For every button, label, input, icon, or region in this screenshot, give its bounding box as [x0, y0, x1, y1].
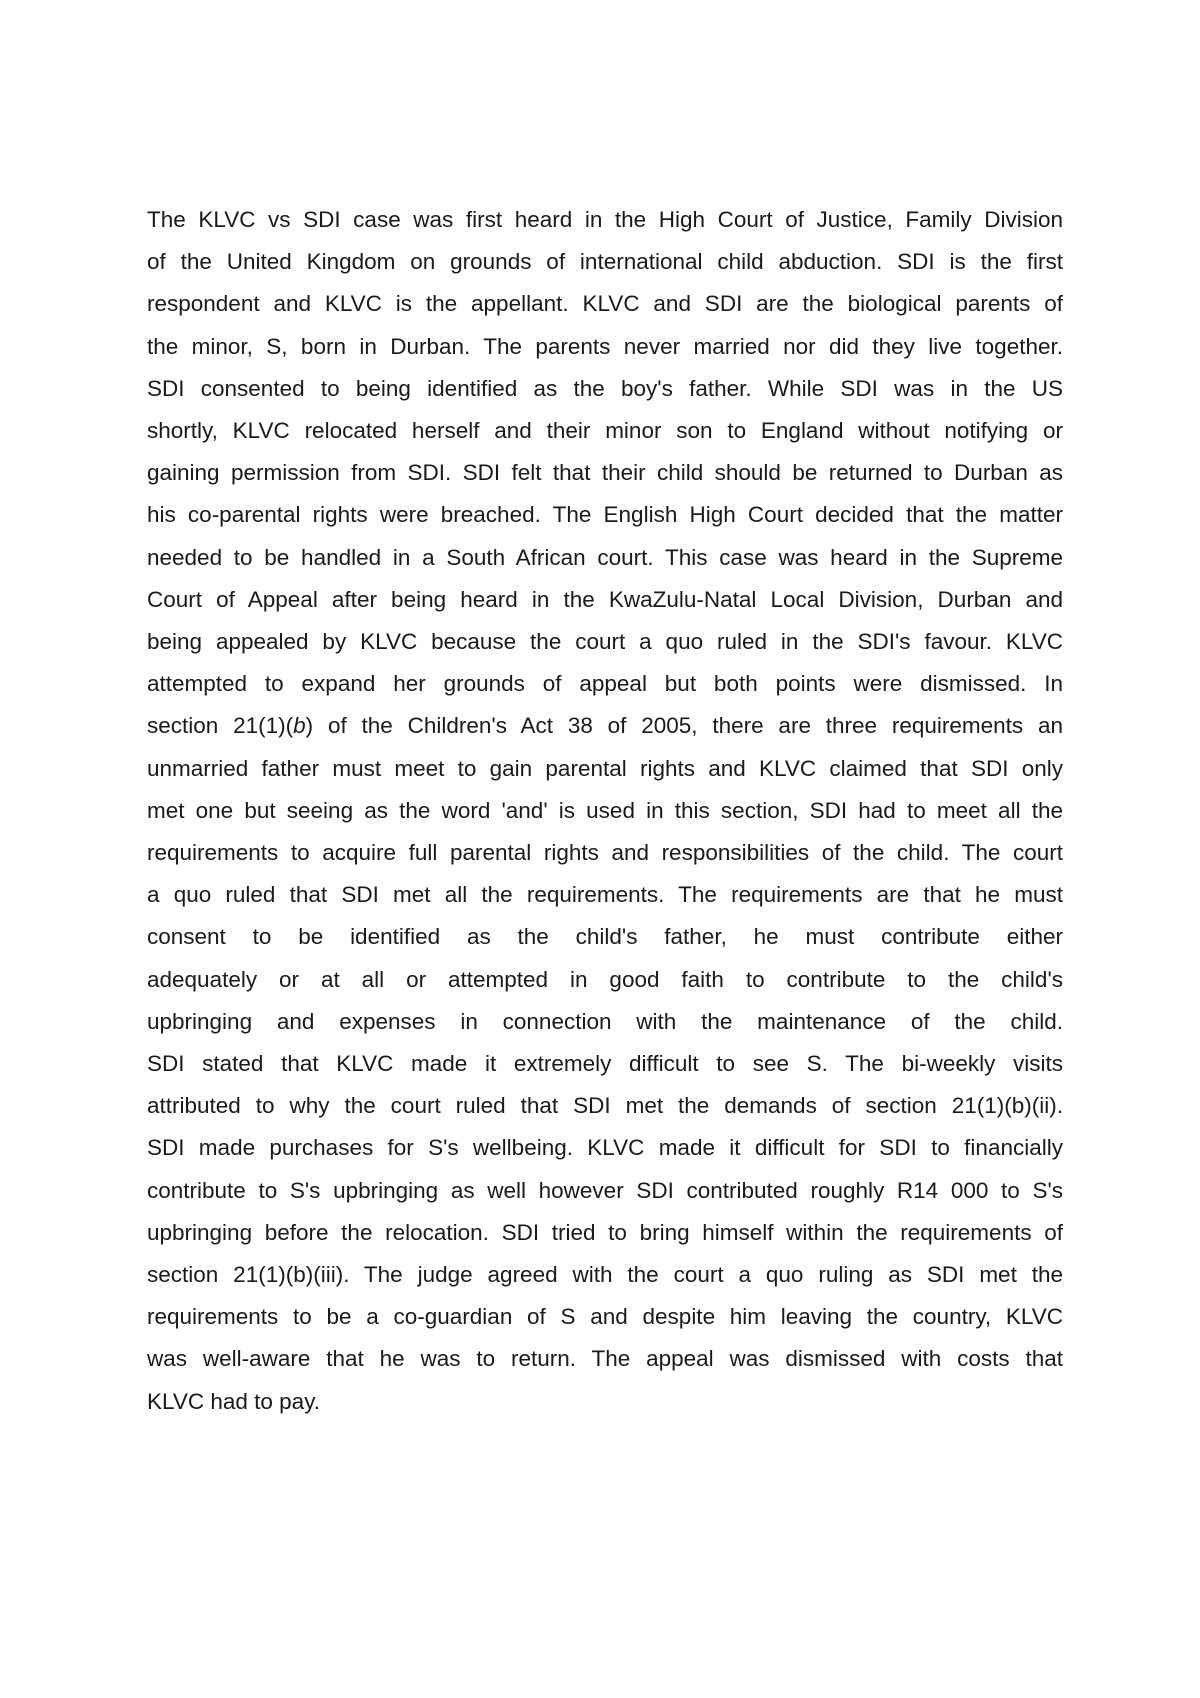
paragraph-line: requirements to acquire full parental rights and responsibilities of the child. The court [147, 840, 1063, 866]
paragraph-line: SDI made purchases for S's wellbeing. KLVC made it difficult for SDI to financially [147, 1135, 1063, 1161]
paragraph-line: section 21(1)(b)(iii). The judge agreed with the court a quo ruling as SDI met the [147, 1262, 1063, 1288]
paragraph-line: attempted to expand her grounds of appeal but both points were dismissed. In [147, 671, 1063, 697]
paragraph-line: the minor, S, born in Durban. The parents never married nor did they live together. [147, 333, 1063, 359]
paragraph-line: consent to be identified as the child's father, he must contribute either [147, 924, 1063, 950]
paragraph-line [147, 705, 1063, 747]
paragraph-line: a quo ruled that SDI met all the requirements. The requirements are that he must [147, 882, 1063, 908]
paragraph-line: Court of Appeal after being heard in the KwaZulu-Natal Local Division, Durban and [147, 586, 1063, 612]
paragraph-line: gaining permission from SDI. SDI felt that their child should be returned to Durban as [147, 460, 1063, 486]
paragraph-line: respondent and KLVC is the appellant. KLVC and SDI are the biological parents of [147, 291, 1063, 317]
paragraph-line: upbringing before the relocation. SDI tried to bring himself within the requirements of [147, 1219, 1063, 1245]
paragraph-line: upbringing and expenses in connection with the maintenance of the child. [147, 1008, 1063, 1034]
paragraph-line: needed to be handled in a South African court. This case was heard in the Supreme [147, 544, 1063, 570]
paragraph-line: being appealed by KLVC because the court a quo ruled in the SDI's favour. KLVC [147, 629, 1063, 655]
paragraph-line: met one but seeing as the word 'and' is used in this section, SDI had to meet all the [147, 797, 1063, 823]
paragraph-line: KLVC had to pay. [147, 1388, 321, 1414]
paragraph-line: SDI consented to being identified as the boy's father. While SDI was in the US [147, 375, 1063, 401]
paragraph-line: shortly, KLVC relocated herself and their minor son to England without notifying or [147, 418, 1063, 444]
paragraph-line: his co-parental rights were breached. The English High Court decided that the matter [147, 502, 1063, 528]
paragraph-line: The KLVC vs SDI case was first heard in the High Court of Justice, Family Division [147, 207, 1063, 232]
paragraph-line: SDI stated that KLVC made it extremely difficult to see S. The bi-weekly visits [147, 1051, 1063, 1077]
case-summary-paragraph [147, 199, 1063, 1423]
line-text-segment: section 21(1)( [147, 713, 294, 739]
line-text-segment: ) of the Children's Act 38 of 2005, there are three requirements an [305, 713, 1063, 739]
paragraph-line: adequately or at all or attempted in good faith to contribute to the child's [147, 966, 1063, 992]
paragraph-line: contribute to S's upbringing as well however SDI contributed roughly R14 000 to S's [147, 1177, 1063, 1203]
paragraph-line: unmarried father must meet to gain parental rights and KLVC claimed that SDI only [147, 755, 1063, 781]
paragraph-line: was well-aware that he was to return. The appeal was dismissed with costs that [147, 1346, 1063, 1372]
paragraph-line: of the United Kingdom on grounds of international child abduction. SDI is the first [147, 249, 1063, 275]
paragraph-line: attributed to why the court ruled that SDI met the demands of section 21(1)(b)(ii). [147, 1093, 1063, 1119]
italic-subsection-letter: b [293, 713, 306, 739]
paragraph-line: requirements to be a co-guardian of S and despite him leaving the country, KLVC [147, 1304, 1063, 1330]
